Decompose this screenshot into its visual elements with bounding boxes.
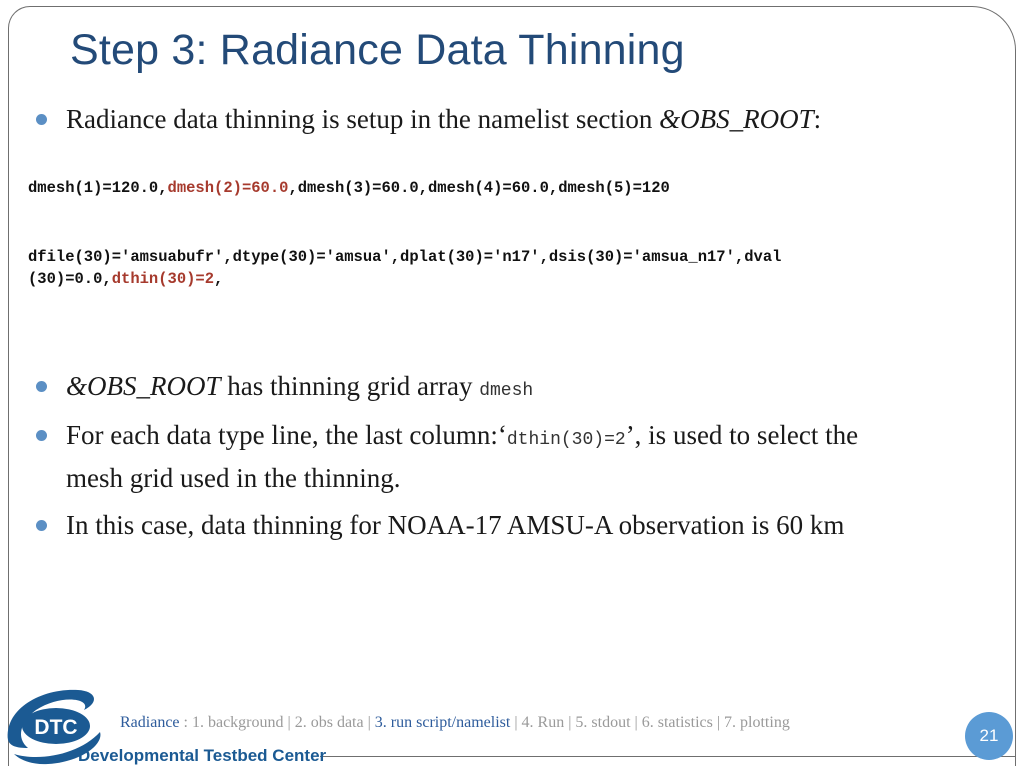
inline-code-dthin: dthin(30)=2 [506, 430, 626, 450]
code-row [28, 268, 781, 290]
bullet-text-cont: ’, is used to select the [625, 420, 859, 450]
code-row: dfile(30)='amsuabufr',dtype(30)='amsua',dplat(30)='n17',dsis(30)='amsua_n17',dval [28, 248, 782, 266]
bullet-text-line2: mesh grid used in the thinning. [66, 463, 401, 493]
bullet-thinning-setup [36, 100, 821, 138]
bullet-text: In this case, data thinning for NOAA-17 AMSU-A observation is 60 km [66, 510, 845, 540]
nav-items-after[interactable]: | 4. Run | 5. stdout | 6. statistics | 7. plotting [510, 714, 790, 731]
code-segment: , [214, 270, 224, 288]
bullet-text-suffix: : [813, 104, 822, 134]
namelist-section-name: &OBS_ROOT [66, 371, 221, 401]
namelist-section-name: &OBS_ROOT [659, 104, 814, 134]
code-segment: (30)=0.0, [28, 270, 112, 288]
bullet-thinning-grid [36, 367, 533, 410]
nav-item-active[interactable]: 3. run script/namelist [374, 714, 511, 731]
code-dfile-line [28, 246, 781, 290]
bullet-dot-icon [36, 520, 47, 531]
code-highlight-dthin: dthin(30)=2 [111, 270, 215, 288]
bullet-text-main: has thinning grid array [220, 371, 480, 401]
slide-title: Step 3: Radiance Data Thinning [70, 26, 685, 74]
logo-subtitle: Developmental Testbed Center [78, 746, 327, 765]
bullet-last-column [36, 416, 858, 497]
inline-code-dmesh: dmesh [479, 381, 534, 401]
bullet-text [66, 416, 858, 497]
code-dmesh-line [28, 177, 670, 199]
footer-nav [120, 714, 790, 732]
nav-items-before[interactable]: : 1. background | 2. obs data | [179, 714, 375, 731]
bullet-text-main: For each data type line, the last column:‘ [66, 420, 507, 450]
bullet-text [66, 100, 821, 138]
page-number-badge: 21 [965, 712, 1013, 760]
code-segment: dmesh(1)=120.0, [28, 179, 168, 197]
footer-divider [320, 756, 1016, 757]
bullet-text-main: Radiance data thinning is setup in the namelist section [66, 104, 660, 134]
bullet-noaa17-case [36, 506, 844, 544]
logo-text: DTC [34, 716, 78, 739]
bullet-text [66, 367, 533, 410]
nav-item-radiance[interactable]: Radiance [120, 714, 180, 731]
code-highlight-dmesh2: dmesh(2)=60.0 [167, 179, 289, 197]
bullet-dot-icon [36, 381, 47, 392]
bullet-dot-icon [36, 114, 47, 125]
bullet-dot-icon [36, 430, 47, 441]
code-segment: ,dmesh(3)=60.0,dmesh(4)=60.0,dmesh(5)=120 [288, 179, 670, 197]
